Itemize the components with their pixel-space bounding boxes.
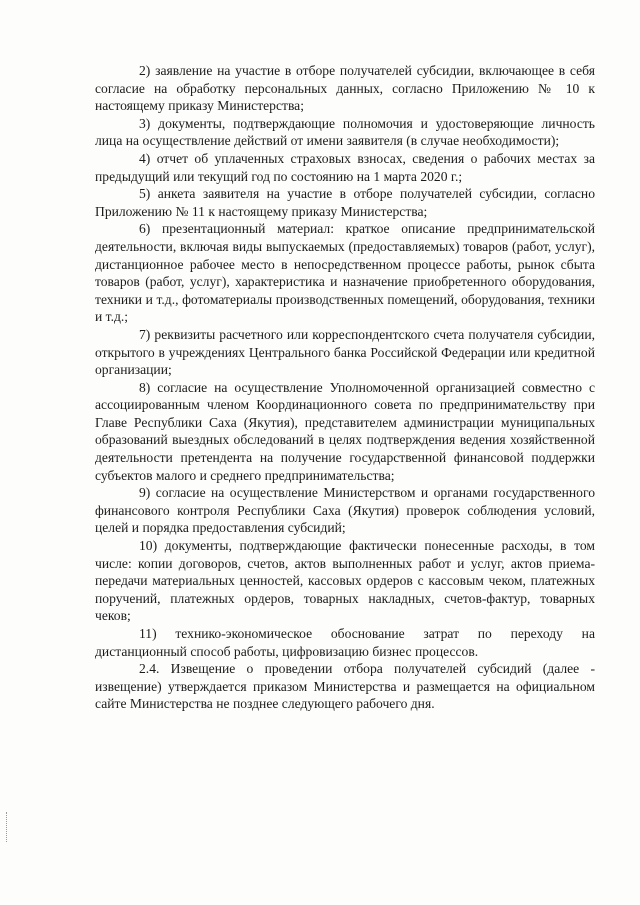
document-body xyxy=(95,62,595,713)
paragraph-item-6: 6) презентационный материал: краткое описание предпринимательской деятельности, включая виды выпускаемых (предоставляемых) товаров (работ, услуг), дистанционное рабочее место в непосредственном процессе работы, рынок сбыта товаров (работ, услуг), характеристика и назначение приобретенного оборудования, техники и т.д., фотоматериалы производственных помещений, оборудования, техники и т.д.; xyxy=(95,221,595,325)
paragraph-item-8: 8) согласие на осуществление Уполномоченной организацией совместно с ассоциированным членом Координационного совета по предпринимательству при Главе Республики Саха (Якутия), представителем администрации муниципальных образований выездных обследований в целях подтверждения ведения хозяйственной деятельности претендента на получение государственной финансовой поддержки субъектов малого и среднего предпринимательства; xyxy=(95,379,595,483)
paragraph-item-2: 2) заявление на участие в отборе получателей субсидии, включающее в себя согласие на обработку персональных данных, согласно Приложению № 10 к настоящему приказу Министерства; xyxy=(95,63,595,114)
scan-edge-mark xyxy=(6,812,8,842)
paragraph-item-10: 10) документы, подтверждающие фактически понесенные расходы, в том числе: копии договоров, счетов, актов выполненных работ и услуг, актов приема-передачи материальных ценностей, кассовых ордеров с кассовым чеком, платежных поручений, платежных ордеров, товарных накладных, счетов-фактур, товарных чеков; xyxy=(95,538,595,624)
paragraph-item-11: 11) технико-экономическое обоснование затрат по переходу на дистанционный способ работы, цифровизацию бизнес процессов. xyxy=(95,626,595,659)
paragraph-item-5: 5) анкета заявителя на участие в отборе получателей субсидии, согласно Приложению № 11 к настоящему приказу Министерства; xyxy=(95,186,595,219)
paragraph-item-9: 9) согласие на осуществление Министерством и органами государственного финансового контроля Республики Саха (Якутия) проверок соблюдения условий, целей и порядка предоставления субсидий; xyxy=(95,485,595,536)
paragraph-section-2-4: 2.4. Извещение о проведении отбора получателей субсидий (далее - извещение) утверждается приказом Министерства и размещается на официальном сайте Министерства не позднее следующего рабочего дня. xyxy=(95,661,595,712)
paragraph-item-3: 3) документы, подтверждающие полномочия и удостоверяющие личность лица на осуществление действий от имени заявителя (в случае необходимости); xyxy=(95,115,595,149)
paragraph-item-4: 4) отчет об уплаченных страховых взносах, сведения о рабочих местах за предыдущий или текущий год по состоянию на 1 марта 2020 г.; xyxy=(95,150,595,184)
paragraph-item-7: 7) реквизиты расчетного или корреспондентского счета получателя субсидии, открытого в учреждениях Центрального банка Российской Федерации или кредитной организации; xyxy=(95,326,595,378)
